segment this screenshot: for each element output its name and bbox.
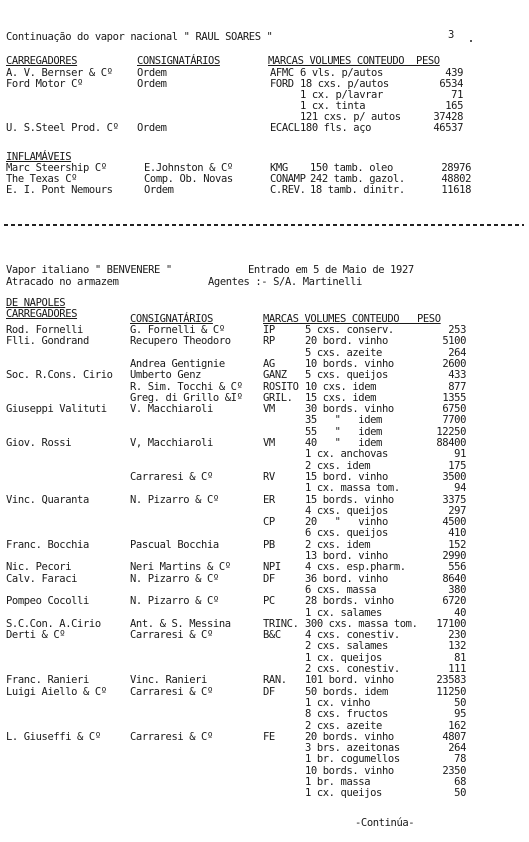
consignee-cell: N. Pizarro & Cº: [130, 595, 219, 607]
shipper-cell: The Texas Cº: [6, 173, 78, 185]
shipper-cell: Ford Motor Cº: [6, 78, 83, 90]
volumes-cell: 1 cx. queijos: [305, 652, 382, 664]
weight-cell: 46537: [433, 122, 463, 134]
volumes-cell: 5 cxs. queijos: [305, 369, 388, 381]
agents-label: Agentes :- S/A. Martinelli: [208, 276, 362, 288]
volumes-cell: 1 br. cogumellos: [305, 753, 400, 765]
column-header-marks-volumes: MARCAS VOLUMES CONTEUDO PESO: [263, 313, 441, 325]
consignee-cell: E.Johnston & Cº: [144, 162, 233, 174]
volumes-cell: 13 bord. vinho: [305, 550, 388, 562]
consignee-cell: Neri Martins & Cº: [130, 561, 231, 573]
marks-cell: PB: [263, 539, 275, 551]
marks-cell: KMG: [270, 162, 288, 174]
consignee-cell: Ant. & S. Messina: [130, 618, 231, 630]
weight-cell: 380: [448, 584, 466, 596]
consignee-cell: Recupero Theodoro: [130, 335, 231, 347]
weight-cell: 68: [454, 776, 466, 788]
shipper-cell: Nic. Pecori: [6, 561, 72, 573]
consignee-cell: R. Sim. Tocchi & Cº: [130, 381, 243, 393]
consignee-cell: Vinc. Ranieri: [130, 674, 207, 686]
consignee-cell: Carraresi & Cº: [130, 629, 213, 641]
marks-cell: DF: [263, 573, 275, 585]
column-header-shipper: CARREGADORES: [6, 55, 78, 67]
weight-cell: 132: [448, 640, 466, 652]
ink-mark: [470, 40, 472, 42]
weight-cell: 28976: [441, 162, 471, 174]
column-header-consignee: CONSIGNATÁRIOS: [137, 55, 220, 67]
volumes-cell: 2 cxs. azeite: [305, 720, 382, 732]
weight-cell: 91: [454, 448, 466, 460]
weight-cell: 2600: [442, 358, 466, 370]
consignee-cell: V, Macchiaroli: [130, 437, 213, 449]
volumes-cell: 3 brs. azeitonas: [305, 742, 400, 754]
continued-note: -Continúa-: [355, 817, 415, 829]
marks-cell: CONAMP: [270, 173, 306, 185]
volumes-cell: 2 cxs. idem: [305, 539, 371, 551]
shipper-cell: Luigi Aiello & Cº: [6, 686, 107, 698]
volumes-cell: 30 bords. vinho: [305, 403, 394, 415]
consignee-cell: Comp. Ob. Novas: [144, 173, 233, 185]
consignee-cell: Ordem: [137, 67, 167, 79]
volumes-cell: 36 bord. vinho: [305, 573, 388, 585]
weight-cell: 4500: [442, 516, 466, 528]
weight-cell: 6534: [439, 78, 463, 90]
volumes-cell: 1 cx. queijos: [305, 787, 382, 799]
volumes-cell: 20 bord. vinho: [305, 335, 388, 347]
marks-cell: AFMC: [270, 67, 294, 79]
shipper-cell: S.C.Con. A.Cirio: [6, 618, 101, 630]
weight-cell: 264: [448, 742, 466, 754]
weight-cell: 95: [454, 708, 466, 720]
weight-cell: 877: [448, 381, 466, 393]
weight-cell: 297: [448, 505, 466, 517]
weight-cell: 433: [448, 369, 466, 381]
volumes-cell: 1 br. massa: [305, 776, 371, 788]
weight-cell: 111: [448, 663, 466, 675]
volumes-cell: 2 cxs. conestiv.: [305, 663, 400, 675]
marks-cell: CP: [263, 516, 275, 528]
marks-cell: GANZ: [263, 369, 287, 381]
volumes-cell: 242 tamb. gazol.: [310, 173, 405, 185]
shipper-cell: A. V. Bernser & Cº: [6, 67, 113, 79]
consignee-cell: G. Fornelli & Cº: [130, 324, 225, 336]
page-title: Continuação do vapor nacional " RAUL SOARES ": [6, 31, 273, 43]
consignee-cell: Carraresi & Cº: [130, 731, 213, 743]
volumes-cell: 20 bords. vinho: [305, 731, 394, 743]
consignee-cell: Carraresi & Cº: [130, 686, 213, 698]
berth-label: Atracado no armazem: [6, 276, 119, 288]
weight-cell: 5100: [442, 335, 466, 347]
weight-cell: 71: [451, 89, 463, 101]
marks-cell: FE: [263, 731, 275, 743]
marks-cell: VM: [263, 403, 275, 415]
shipper-cell: Pompeo Cocolli: [6, 595, 89, 607]
shipper-cell: Franc. Bocchia: [6, 539, 89, 551]
weight-cell: 81: [454, 652, 466, 664]
volumes-cell: 18 tamb. dinitr.: [310, 184, 405, 196]
volumes-cell: 150 tamb. oleo: [310, 162, 393, 174]
volumes-cell: 4 cxs. queijos: [305, 505, 388, 517]
consignee-cell: N. Pizarro & Cº: [130, 573, 219, 585]
volumes-cell: 55 " idem: [305, 426, 382, 438]
volumes-cell: 6 cxs. queijos: [305, 527, 388, 539]
volumes-cell: 8 cxs. fructos: [305, 708, 388, 720]
weight-cell: 3500: [442, 471, 466, 483]
weight-cell: 8640: [442, 573, 466, 585]
weight-cell: 175: [448, 460, 466, 472]
weight-cell: 264: [448, 347, 466, 359]
volumes-cell: 300 cxs. massa tom.: [305, 618, 418, 630]
shipper-cell: Giuseppi Valituti: [6, 403, 107, 415]
volumes-cell: 5 cxs. azeite: [305, 347, 382, 359]
consignee-cell: Pascual Bocchia: [130, 539, 219, 551]
weight-cell: 410: [448, 527, 466, 539]
volumes-cell: 15 cxs. idem: [305, 392, 377, 404]
shipper-cell: Flli. Gondrand: [6, 335, 89, 347]
volumes-cell: 1 cx. anchovas: [305, 448, 388, 460]
origin-port: DE NAPOLES: [6, 297, 66, 309]
weight-cell: 2350: [442, 765, 466, 777]
volumes-cell: 4 cxs. esp.pharm.: [305, 561, 406, 573]
weight-cell: 556: [448, 561, 466, 573]
volumes-cell: 4 cxs. conestiv.: [305, 629, 400, 641]
marks-cell: IP: [263, 324, 275, 336]
volumes-cell: 10 cxs. idem: [305, 381, 377, 393]
marks-cell: AG: [263, 358, 275, 370]
marks-cell: DF: [263, 686, 275, 698]
shipper-cell: Calv. Faraci: [6, 573, 78, 585]
entry-date: Entrado em 5 de Maio de 1927: [248, 264, 414, 276]
weight-cell: 439: [445, 67, 463, 79]
volumes-cell: 1 cx. p/lavrar: [300, 89, 383, 101]
weight-cell: 2990: [442, 550, 466, 562]
volumes-cell: 6 cxs. massa: [305, 584, 377, 596]
shipper-cell: Soc. R.Cons. Cirio: [6, 369, 113, 381]
column-header-consignee: CONSIGNATÁRIOS: [130, 313, 213, 325]
weight-cell: 11618: [441, 184, 471, 196]
weight-cell: 4807: [442, 731, 466, 743]
consignee-cell: Ordem: [144, 184, 174, 196]
volumes-cell: 2 cxs. salames: [305, 640, 388, 652]
page-number: 3: [448, 29, 454, 41]
marks-cell: TRINC.: [263, 618, 299, 630]
marks-cell: RP: [263, 335, 275, 347]
volumes-cell: 20 " vinho: [305, 516, 388, 528]
consignee-cell: Ordem: [137, 78, 167, 90]
shipper-cell: Derti & Cº: [6, 629, 66, 641]
weight-cell: 230: [448, 629, 466, 641]
volumes-cell: 1 cx. tinta: [300, 100, 366, 112]
column-header-marks-volumes: MARCAS VOLUMES CONTEUDO PESO: [268, 55, 440, 67]
consignee-cell: Greg. di Grillo &Iº: [130, 392, 243, 404]
shipper-cell: L. Giuseffi & Cº: [6, 731, 101, 743]
marks-cell: ECACL: [270, 122, 300, 134]
consignee-cell: Ordem: [137, 122, 167, 134]
weight-cell: 17100: [436, 618, 466, 630]
weight-cell: 50: [454, 697, 466, 709]
volumes-cell: 121 cxs. p/ autos: [300, 111, 401, 123]
volumes-cell: 15 bords. vinho: [305, 494, 394, 506]
consignee-cell: N. Pizarro & Cº: [130, 494, 219, 506]
marks-cell: RV: [263, 471, 275, 483]
volumes-cell: 101 bord. vinho: [305, 674, 394, 686]
weight-cell: 23583: [436, 674, 466, 686]
volumes-cell: 10 bords. vinho: [305, 358, 394, 370]
weight-cell: 48802: [441, 173, 471, 185]
weight-cell: 78: [454, 753, 466, 765]
shipper-cell: Giov. Rossi: [6, 437, 72, 449]
weight-cell: 152: [448, 539, 466, 551]
volumes-cell: 1 cx. vinho: [305, 697, 371, 709]
volumes-cell: 50 bords. idem: [305, 686, 388, 698]
weight-cell: 11250: [436, 686, 466, 698]
volumes-cell: 1 cx. massa tom.: [305, 482, 400, 494]
weight-cell: 6720: [442, 595, 466, 607]
marks-cell: RAN.: [263, 674, 287, 686]
volumes-cell: 5 cxs. conserv.: [305, 324, 394, 336]
separator-line: [4, 219, 524, 230]
weight-cell: 12250: [436, 426, 466, 438]
consignee-cell: Umberto Genz: [130, 369, 202, 381]
marks-cell: C.REV.: [270, 184, 306, 196]
marks-cell: B&C: [263, 629, 281, 641]
weight-cell: 94: [454, 482, 466, 494]
volumes-cell: 15 bord. vinho: [305, 471, 388, 483]
weight-cell: 7700: [442, 414, 466, 426]
weight-cell: 37428: [433, 111, 463, 123]
marks-cell: ROSITO: [263, 381, 299, 393]
shipper-cell: U. S.Steel Prod. Cº: [6, 122, 119, 134]
marks-cell: ER: [263, 494, 275, 506]
shipper-cell: Vinc. Quaranta: [6, 494, 89, 506]
weight-cell: 165: [445, 100, 463, 112]
volumes-cell: 180 fls. aço: [300, 122, 372, 134]
volumes-cell: 1 cx. salames: [305, 607, 382, 619]
volumes-cell: 40 " idem: [305, 437, 382, 449]
marks-cell: FORD: [270, 78, 294, 90]
weight-cell: 50: [454, 787, 466, 799]
marks-cell: VM: [263, 437, 275, 449]
volumes-cell: 2 cxs. idem: [305, 460, 371, 472]
volumes-cell: 10 bords. vinho: [305, 765, 394, 777]
weight-cell: 162: [448, 720, 466, 732]
weight-cell: 3375: [442, 494, 466, 506]
weight-cell: 1355: [442, 392, 466, 404]
marks-cell: GRIL.: [263, 392, 293, 404]
volumes-cell: 6 vls. p/autos: [300, 67, 383, 79]
weight-cell: 88400: [436, 437, 466, 449]
vessel-name: Vapor italiano " BENVENERE ": [6, 264, 172, 276]
volumes-cell: 28 bords. vinho: [305, 595, 394, 607]
column-header-shipper: CARREGADORES: [6, 308, 78, 320]
consignee-cell: Andrea Gentignie: [130, 358, 225, 370]
shipper-cell: Franc. Ranieri: [6, 674, 89, 686]
shipper-cell: Rod. Fornelli: [6, 324, 83, 336]
marks-cell: PC: [263, 595, 275, 607]
weight-cell: 253: [448, 324, 466, 336]
section-label-inflammables: INFLAMÁVEIS: [6, 151, 72, 163]
consignee-cell: Carraresi & Cº: [130, 471, 213, 483]
weight-cell: 6750: [442, 403, 466, 415]
consignee-cell: V. Macchiaroli: [130, 403, 213, 415]
shipper-cell: Marc Steership Cº: [6, 162, 107, 174]
shipper-cell: E. I. Pont Nemours: [6, 184, 113, 196]
volumes-cell: 18 cxs. p/autos: [300, 78, 389, 90]
weight-cell: 40: [454, 607, 466, 619]
volumes-cell: 35 " idem: [305, 414, 382, 426]
marks-cell: NPI: [263, 561, 281, 573]
